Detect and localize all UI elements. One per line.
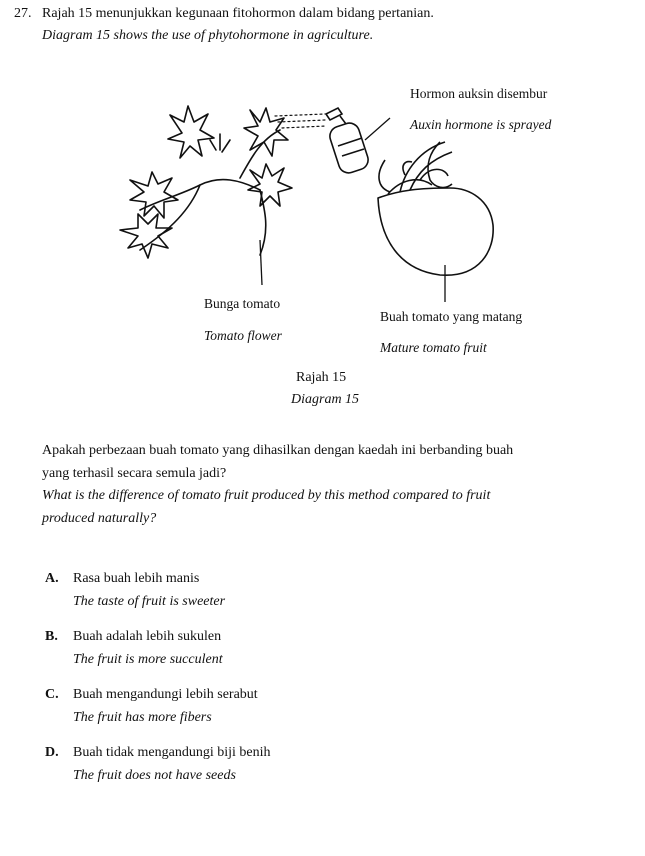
option-d-letter: D. (45, 745, 59, 760)
option-a-letter: A. (45, 571, 59, 586)
label-spray-malay: Hormon auksin disembur (410, 86, 548, 101)
option-b-letter: B. (45, 629, 58, 644)
stem-english-line-2: produced naturally? (42, 511, 157, 526)
stem-malay-line-1: Apakah perbezaan buah tomato yang dihasilkan dengan kaedah ini berbanding buah (42, 443, 514, 458)
option-c-english: The fruit has more fibers (73, 710, 212, 725)
option-b-malay: Buah adalah lebih sukulen (73, 629, 222, 644)
option-a-english: The taste of fruit is sweeter (73, 594, 226, 609)
tomato-diagram (100, 80, 540, 320)
question-intro-malay: Rajah 15 menunjukkan kegunaan fitohormon dalam bidang pertanian. (42, 6, 434, 21)
option-c-letter: C. (45, 687, 59, 702)
option-d-malay: Buah tidak mengandungi biji benih (73, 745, 271, 760)
option-b-english: The fruit is more succulent (73, 652, 223, 667)
label-fruit-english: Mature tomato fruit (380, 340, 487, 355)
label-flower-english: Tomato flower (204, 328, 282, 343)
label-spray-english: Auxin hormone is sprayed (410, 117, 552, 132)
label-flower-malay: Bunga tomato (204, 296, 281, 311)
tomato-fruit-illustration (378, 142, 493, 275)
spray-pointer-line (365, 118, 390, 140)
option-a-malay: Rasa buah lebih manis (73, 571, 200, 586)
label-fruit-malay: Buah tomato yang matang (380, 309, 523, 324)
diagram-caption-english: Diagram 15 (291, 392, 360, 407)
flower-pointer-line (260, 240, 262, 285)
tomato-plant-illustration (120, 106, 326, 258)
spray-bottle-icon (326, 108, 371, 175)
stem-english-line-1: What is the difference of tomato fruit produced by this method compared to fruit (42, 488, 491, 503)
option-d-english: The fruit does not have seeds (73, 768, 236, 783)
option-c-malay: Buah mengandungi lebih serabut (73, 687, 258, 702)
diagram-caption-malay: Rajah 15 (296, 370, 347, 385)
question-intro-english: Diagram 15 shows the use of phytohormone in agriculture. (42, 28, 374, 43)
question-number: 27. (14, 6, 32, 21)
stem-malay-line-2: yang terhasil secara semula jadi? (42, 466, 227, 481)
